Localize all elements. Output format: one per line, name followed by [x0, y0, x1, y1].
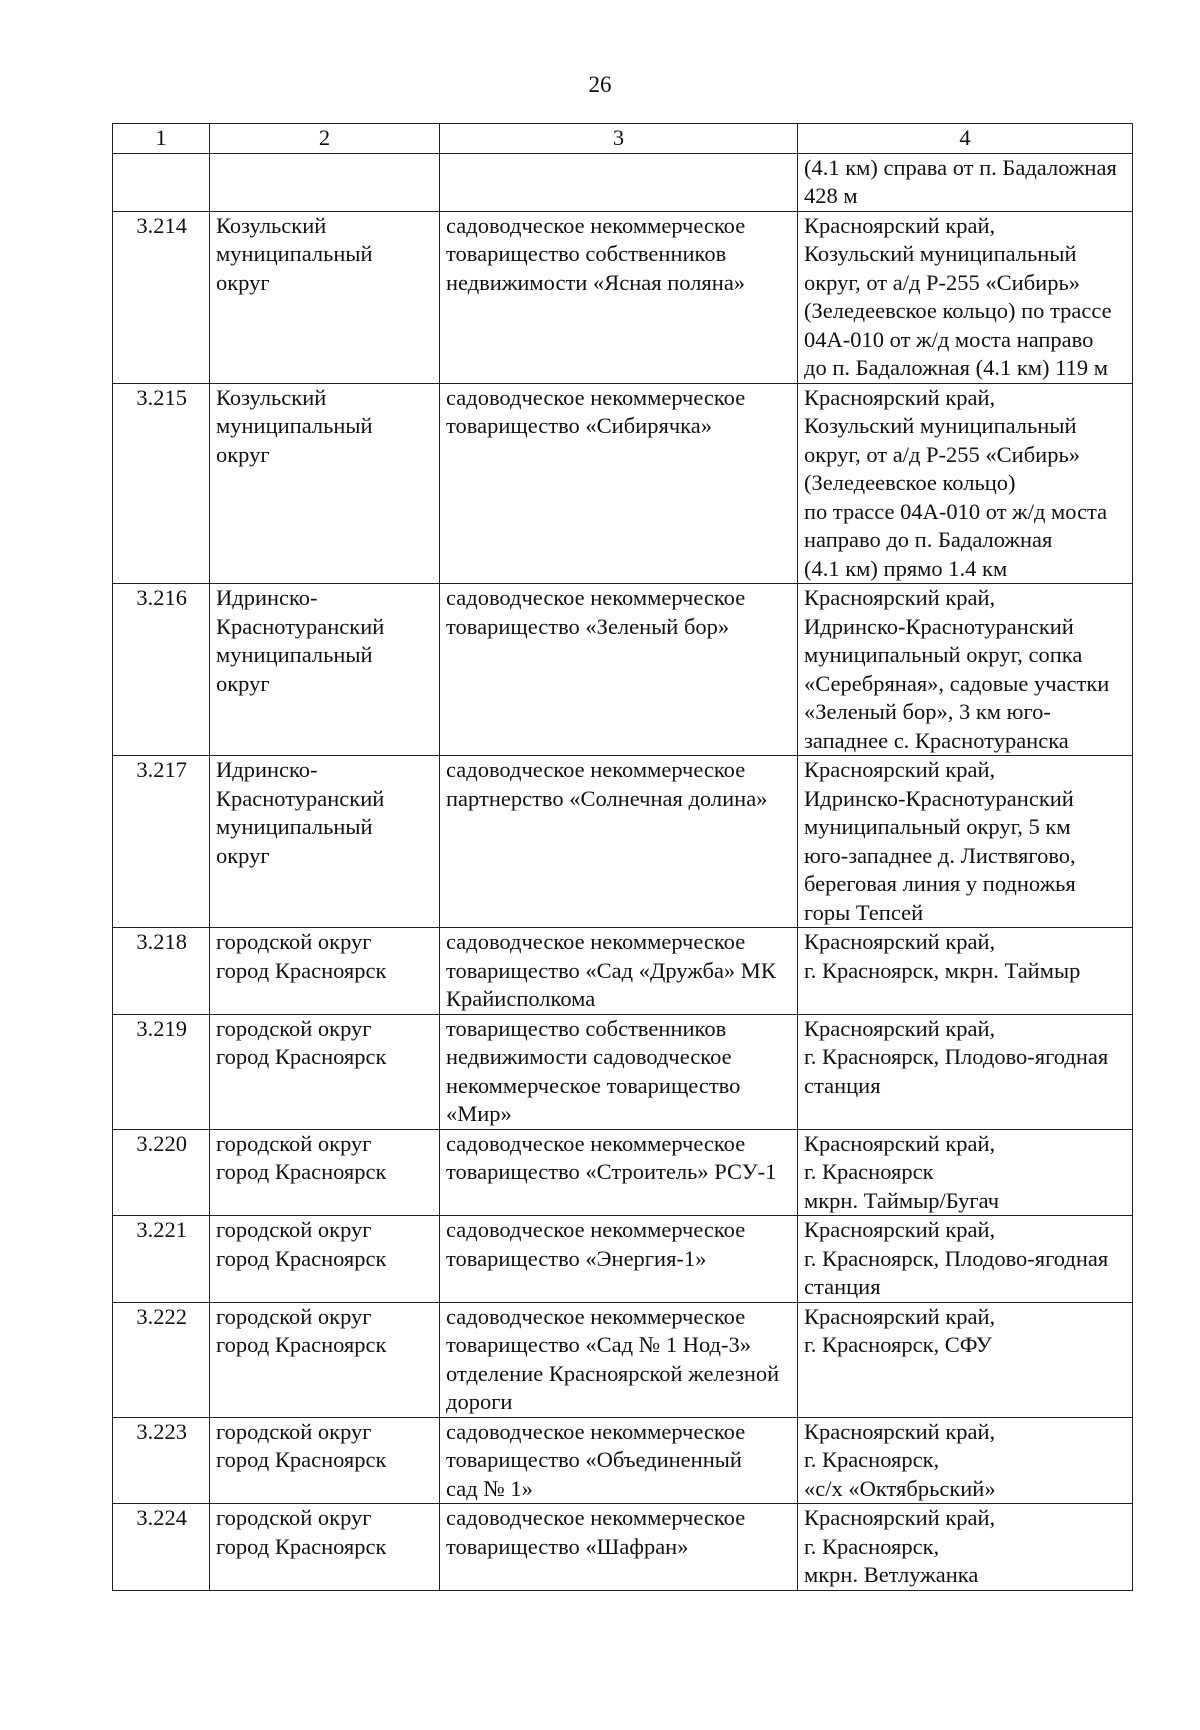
address-cell-line: (Зеледеевское кольцо) — [804, 470, 1016, 495]
address-cell-line: Красноярский край, — [804, 1418, 996, 1444]
organization-cell-line: отделение Красноярской железной — [446, 1360, 780, 1386]
address-cell-line: г. Красноярск, — [804, 1447, 940, 1472]
organization-cell-line: садоводческое некоммерческое — [446, 1418, 746, 1444]
municipality-cell-line: округ — [216, 670, 270, 696]
row-number — [113, 153, 210, 211]
municipality-cell — [210, 383, 440, 584]
organization-cell-line: товарищество «Объединенный — [446, 1447, 742, 1472]
table-row — [113, 1129, 1133, 1216]
municipality-cell-line: Идринско- — [216, 585, 318, 610]
municipality-cell — [210, 1014, 440, 1129]
address-cell-line: округ, от а/д Р-255 «Сибирь» — [804, 441, 1080, 467]
address-cell-line: «Зеленый бор», 3 км юго- — [804, 699, 1051, 724]
table-row — [113, 1014, 1133, 1129]
organization-cell-line: товарищество «Сибирячка» — [446, 413, 712, 438]
address-cell-line: станция — [804, 1274, 881, 1299]
row-number: 3.221 — [113, 1216, 210, 1303]
municipality-cell-line: город Красноярск — [216, 1159, 387, 1184]
row-number: 3.216 — [113, 584, 210, 756]
column-header-4: 4 — [798, 124, 1133, 154]
address-cell — [798, 1302, 1133, 1417]
municipality-cell-line: Козульский — [216, 384, 327, 410]
municipality-cell — [210, 1302, 440, 1417]
municipality-cell-line: Идринско- — [216, 757, 318, 782]
address-cell-line: горы Тепсей — [804, 899, 924, 925]
address-cell-line: Красноярский край, — [804, 1015, 996, 1041]
organization-cell-line: товарищество собственников — [446, 241, 727, 266]
organization-cell-line: товарищество собственников — [446, 1015, 727, 1041]
organization-cell-line: недвижимости садоводческое — [446, 1044, 732, 1069]
address-cell-line: до п. Бадаложная (4.1 км) 119 м — [804, 355, 1108, 380]
address-cell-line: г. Красноярск, Плодово-ягодная — [804, 1044, 1109, 1069]
organization-cell — [440, 383, 798, 584]
municipality-cell — [210, 211, 440, 383]
organization-cell-line: Крайисполкома — [446, 986, 596, 1011]
municipality-cell-line: Краснотуранский — [216, 613, 385, 639]
organization-cell-line: садоводческое некоммерческое — [446, 384, 746, 410]
row-number: 3.215 — [113, 383, 210, 584]
row-number: 3.217 — [113, 756, 210, 928]
address-cell — [798, 211, 1133, 383]
address-cell-line: Красноярский край, — [804, 212, 996, 238]
municipality-cell-line: городской округ — [216, 1015, 372, 1041]
address-cell-line: муниципальный округ, 5 км — [804, 814, 1071, 839]
organization-cell-line: садоводческое некоммерческое — [446, 757, 746, 782]
column-header-3: 3 — [440, 124, 798, 154]
address-cell — [798, 1216, 1133, 1303]
organization-cell-line: товарищество «Сад № 1 Нод-3» — [446, 1332, 752, 1357]
address-cell — [798, 1129, 1133, 1216]
municipality-cell-line: Краснотуранский — [216, 785, 385, 811]
organization-cell-line: товарищество «Строитель» РСУ-1 — [446, 1159, 777, 1184]
address-cell — [798, 584, 1133, 756]
address-cell-line: по трассе 04А-010 от ж/д моста — [804, 498, 1108, 524]
address-cell-line: направо до п. Бадаложная — [804, 527, 1053, 552]
address-cell — [798, 756, 1133, 928]
row-number: 3.223 — [113, 1417, 210, 1504]
organization-cell-line: садоводческое некоммерческое — [446, 929, 746, 954]
municipality-cell-line: округ — [216, 441, 270, 467]
organization-cell — [440, 928, 798, 1015]
municipality-cell-line: городской округ — [216, 1505, 372, 1530]
address-cell-line: Идринско-Краснотуранский — [804, 785, 1074, 811]
address-cell-line: Красноярский край, — [804, 585, 996, 610]
organization-cell — [440, 1129, 798, 1216]
address-cell-line: Красноярский край, — [804, 1217, 996, 1242]
municipality-cell-line: муниципальный — [216, 413, 373, 438]
municipality-cell-line: городской округ — [216, 1130, 372, 1156]
address-cell-line: Красноярский край, — [804, 757, 996, 782]
municipality-cell-line: город Красноярск — [216, 1245, 387, 1271]
address-cell-line: (4.1 км) справа от п. Бадаложная — [804, 154, 1117, 180]
address-cell-line: округ, от а/д Р-255 «Сибирь» — [804, 269, 1080, 295]
address-cell-line: г. Красноярск — [804, 1159, 934, 1184]
municipality-cell-line: муниципальный — [216, 814, 373, 839]
table-row — [113, 1302, 1133, 1417]
organization-cell-line: садоводческое некоммерческое — [446, 585, 746, 610]
municipality-cell-line: муниципальный — [216, 642, 373, 667]
table-row — [113, 383, 1133, 584]
organization-cell-line: садоводческое некоммерческое — [446, 212, 746, 238]
address-cell-line: «с/х «Октябрьский» — [804, 1475, 996, 1501]
organization-cell-line: партнерство «Солнечная долина» — [446, 785, 768, 811]
address-cell-line: Красноярский край, — [804, 384, 996, 410]
organization-cell-line: садоводческое некоммерческое — [446, 1505, 746, 1530]
address-cell-line: Идринско-Краснотуранский — [804, 613, 1074, 639]
table-row — [113, 1216, 1133, 1303]
registry-table — [112, 123, 1133, 1591]
organization-cell — [440, 756, 798, 928]
page-number: 26 — [588, 72, 612, 97]
address-cell-line: 428 м — [804, 183, 858, 208]
table-row — [113, 211, 1133, 383]
municipality-cell-line: городской округ — [216, 929, 372, 954]
organization-cell-line: некоммерческое товарищество — [446, 1072, 741, 1098]
address-cell-line: 04А-010 от ж/д моста направо — [804, 326, 1094, 352]
address-cell — [798, 1014, 1133, 1129]
address-cell — [798, 928, 1133, 1015]
address-cell-line: юго-западнее д. Листвягово, — [804, 842, 1076, 868]
address-cell-line: мкрн. Ветлужанка — [804, 1562, 979, 1587]
table-row — [113, 584, 1133, 756]
municipality-cell — [210, 1504, 440, 1591]
municipality-cell — [210, 1417, 440, 1504]
table-row — [113, 1504, 1133, 1591]
address-cell-line: «Серебряная», садовые участки — [804, 670, 1110, 696]
table-row — [113, 928, 1133, 1015]
municipality-cell-line: город Красноярск — [216, 1447, 387, 1472]
address-cell-line: Козульский муниципальный — [804, 413, 1077, 438]
municipality-cell-line: муниципальный — [216, 241, 373, 266]
row-number: 3.219 — [113, 1014, 210, 1129]
address-cell-line: западнее с. Краснотуранска — [804, 727, 1069, 753]
organization-cell-line: «Мир» — [446, 1101, 512, 1126]
organization-cell-line: товарищество «Энергия-1» — [446, 1245, 707, 1271]
municipality-cell-line: город Красноярск — [216, 1044, 387, 1069]
municipality-cell-line: округ — [216, 842, 270, 868]
address-cell-line: Красноярский край, — [804, 1303, 996, 1329]
municipality-cell-line: город Красноярск — [216, 1332, 387, 1357]
address-cell — [798, 1417, 1133, 1504]
address-cell-line: г. Красноярск, мкрн. Таймыр — [804, 957, 1081, 983]
municipality-cell — [210, 584, 440, 756]
organization-cell-line: товарищество «Шафран» — [446, 1533, 689, 1559]
header-row — [113, 124, 1133, 154]
table-row — [113, 756, 1133, 928]
municipality-cell-line: округ — [216, 269, 270, 295]
municipality-cell — [210, 1216, 440, 1303]
organization-cell-line: садоводческое некоммерческое — [446, 1217, 746, 1242]
address-cell — [798, 383, 1133, 584]
table-row — [113, 1417, 1133, 1504]
organization-cell — [440, 153, 798, 211]
organization-cell-line: товарищество «Сад «Дружба» МК — [446, 957, 776, 983]
address-cell — [798, 1504, 1133, 1591]
organization-cell — [440, 1302, 798, 1417]
organization-cell-line: садоводческое некоммерческое — [446, 1303, 746, 1329]
municipality-cell-line: город Красноярск — [216, 957, 387, 983]
address-cell-line: Красноярский край, — [804, 929, 996, 954]
address-cell-line: г. Красноярск, — [804, 1533, 940, 1559]
row-number: 3.222 — [113, 1302, 210, 1417]
organization-cell — [440, 584, 798, 756]
address-cell-line: береговая линия у подножья — [804, 871, 1076, 896]
municipality-cell-line: городской округ — [216, 1418, 372, 1444]
organization-cell-line: товарищество «Зеленый бор» — [446, 613, 730, 639]
organization-cell-line: сад № 1» — [446, 1475, 533, 1501]
municipality-cell-line: городской округ — [216, 1217, 372, 1242]
address-cell-line: г. Красноярск, СФУ — [804, 1332, 992, 1357]
address-cell-line: Красноярский край, — [804, 1505, 996, 1530]
row-number: 3.218 — [113, 928, 210, 1015]
address-cell-line: (Зеледеевское кольцо) по трассе — [804, 298, 1112, 323]
address-cell-line: Козульский муниципальный — [804, 241, 1077, 266]
organization-cell-line: дороги — [446, 1389, 513, 1414]
organization-cell — [440, 211, 798, 383]
table-row — [113, 153, 1133, 211]
organization-cell-line: недвижимости «Ясная поляна» — [446, 269, 746, 295]
column-header-2: 2 — [210, 124, 440, 154]
row-number: 3.220 — [113, 1129, 210, 1216]
organization-cell — [440, 1216, 798, 1303]
organization-cell — [440, 1504, 798, 1591]
organization-cell — [440, 1417, 798, 1504]
address-cell-line: мкрн. Таймыр/Бугач — [804, 1187, 1000, 1213]
row-number: 3.214 — [113, 211, 210, 383]
municipality-cell — [210, 756, 440, 928]
column-header-1: 1 — [113, 124, 210, 154]
municipality-cell — [210, 928, 440, 1015]
municipality-cell — [210, 1129, 440, 1216]
row-number: 3.224 — [113, 1504, 210, 1591]
address-cell-line: муниципальный округ, сопка — [804, 642, 1083, 667]
address-cell-line: г. Красноярск, Плодово-ягодная — [804, 1245, 1109, 1271]
address-cell-line: станция — [804, 1072, 881, 1098]
municipality-cell — [210, 153, 440, 211]
address-cell — [798, 153, 1133, 211]
organization-cell-line: садоводческое некоммерческое — [446, 1130, 746, 1156]
municipality-cell-line: город Красноярск — [216, 1533, 387, 1559]
municipality-cell-line: городской округ — [216, 1303, 372, 1329]
address-cell-line: Красноярский край, — [804, 1130, 996, 1156]
address-cell-line: (4.1 км) прямо 1.4 км — [804, 555, 1008, 581]
municipality-cell-line: Козульский — [216, 212, 327, 238]
table-body — [113, 124, 1133, 1591]
organization-cell — [440, 1014, 798, 1129]
